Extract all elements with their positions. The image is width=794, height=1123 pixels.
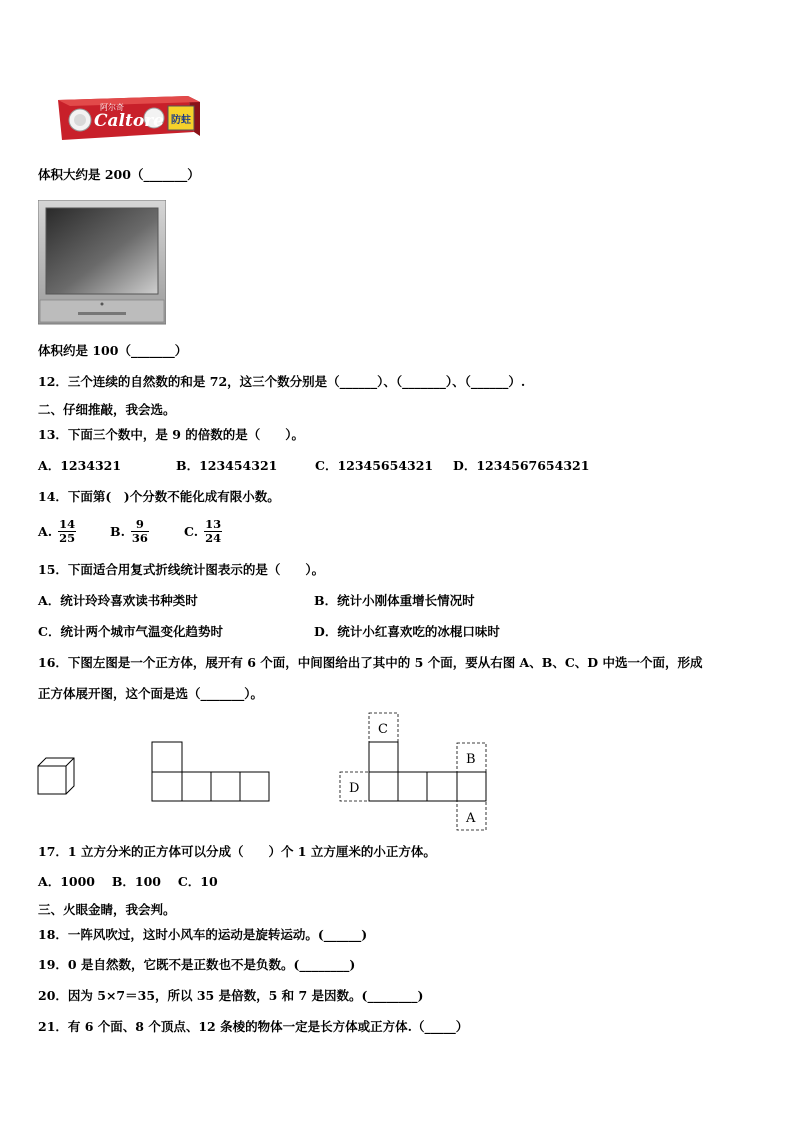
toothpaste-box-image: [54, 92, 202, 144]
q17-line: 17．1 立方分米的正方体可以分成（ ）个 1 立方厘米的小正方体。: [38, 844, 436, 859]
tv-image: [38, 200, 166, 326]
section-2-heading: 二、仔细推敲，我会选。: [38, 402, 176, 417]
q16-figures: [30, 708, 500, 834]
q13-option-d[interactable]: D．1234567654321: [453, 458, 590, 473]
fraction-denominator: 24: [205, 531, 222, 545]
q14-option-b[interactable]: [110, 518, 149, 545]
q13-option-c[interactable]: C．12345654321: [315, 458, 434, 473]
q13-option-b[interactable]: B．123454321: [176, 458, 278, 473]
toothpaste-brand-cn: 阿尔奇: [100, 103, 124, 112]
face-c-label[interactable]: C: [378, 722, 388, 737]
face-a-label[interactable]: A: [466, 811, 476, 826]
q14-option-a[interactable]: [38, 518, 76, 545]
fraction-denominator: 36: [131, 531, 148, 545]
fraction-numerator: 14: [59, 517, 76, 531]
q15-option-c[interactable]: C．统计两个城市气温变化趋势时: [38, 624, 223, 639]
section-3-heading: 三、火眼金睛，我会判。: [38, 902, 176, 917]
fraction-numerator: 13: [205, 517, 222, 531]
cube-figure: [38, 758, 74, 794]
fraction-numerator: 9: [131, 518, 149, 532]
q13-line: 13．下面三个数中，是 9 的倍数的是（ ）。: [38, 427, 305, 442]
q20-line: 20．因为 5×7＝35，所以 35 是倍数，5 和 7 是因数。(________): [38, 988, 424, 1003]
q21-line: 21．有 6 个面、8 个顶点、12 条棱的物体一定是长方体或正方体.（_____）: [38, 1019, 469, 1034]
q11-line-a: 体积大约是 200（_______）: [38, 167, 200, 182]
q19-line: 19．0 是自然数，它既不是正数也不是负数。(________): [38, 957, 356, 972]
q16-line-a: 16．下图左图是一个正方体，展开有 6 个面，中间图给出了其中的 5 个面，要从右图 A、B、C、D 中选一个面，形成: [38, 655, 703, 670]
q11-line-b: 体积约是 100（_______）: [38, 343, 188, 358]
toothpaste-badge-text: 防蛀: [171, 115, 191, 126]
q15-option-a[interactable]: A．统计玲玲喜欢读书种类时: [38, 593, 198, 608]
q15-option-b[interactable]: B．统计小刚体重增长情况时: [314, 593, 475, 608]
partial-net-figure: [152, 742, 269, 801]
q14-option-b-label: B.: [110, 524, 125, 539]
fraction-denominator: 25: [59, 531, 76, 545]
q14-option-b-fraction: [131, 518, 149, 545]
q14-option-c[interactable]: [184, 518, 222, 545]
q14-line: 14．下面第( )个分数不能化成有限小数。: [38, 489, 280, 504]
q13-option-a[interactable]: A．1234321: [38, 458, 122, 473]
q14-option-a-fraction: [58, 518, 76, 545]
option-net-figure: [369, 742, 486, 801]
q18-line: 18．一阵风吹过，这时小风车的运动是旋转运动。(______): [38, 927, 368, 942]
q14-option-c-fraction: [204, 518, 222, 545]
face-d-label[interactable]: D: [349, 781, 360, 796]
q12-line: 12．三个连续的自然数的和是 72，这三个数分别是（______）、（_______）、（______）.: [38, 374, 526, 389]
q17-options[interactable]: A．1000 B．100 C．10: [38, 874, 218, 889]
q14-option-c-label: C.: [184, 524, 199, 539]
q15-line: 15．下面适合用复式折线统计图表示的是（ ）。: [38, 562, 325, 577]
q15-option-d[interactable]: D．统计小红喜欢吃的冰棍口味时: [314, 624, 500, 639]
face-b-label[interactable]: B: [466, 752, 476, 767]
q14-option-a-label: A.: [38, 524, 53, 539]
toothpaste-brand-text: Caltore: [94, 111, 164, 131]
q16-line-b: 正方体展开图，这个面是选（_______）。: [38, 686, 264, 701]
